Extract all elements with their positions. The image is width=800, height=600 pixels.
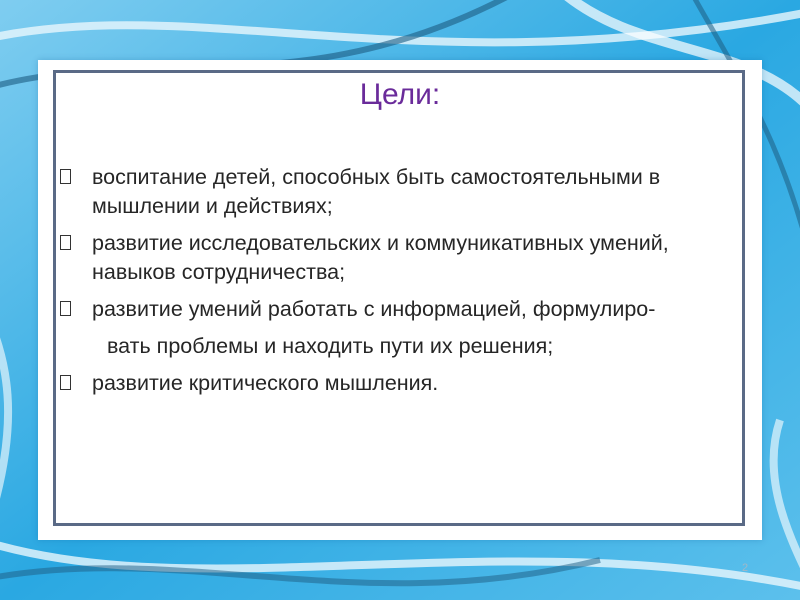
list-item [60,369,740,398]
list-item [60,163,740,221]
bullet-box-icon [60,235,71,250]
bullet-box-icon [60,301,71,316]
list-item-text: развитие исследовательских и коммуникативных умений, навыков сотрудничества; [92,231,669,284]
list-item-text: развитие критического мышления. [92,371,439,395]
slide-title: Цели: [359,78,441,111]
list-item [60,229,740,287]
list-item-text: вать проблемы и находить пути их решения; [107,334,554,358]
page-number: 2 [742,562,749,574]
list-item-continuation [60,332,740,361]
list-item-text: воспитание детей, способных быть самостоятельными в мышлении и действиях; [92,165,661,218]
list-item [60,295,740,324]
bullet-box-icon [60,169,71,184]
bullet-box-icon [60,375,71,390]
goals-list [60,163,740,406]
list-item-text: развитие умений работать с информацией, формулиро- [92,297,656,321]
